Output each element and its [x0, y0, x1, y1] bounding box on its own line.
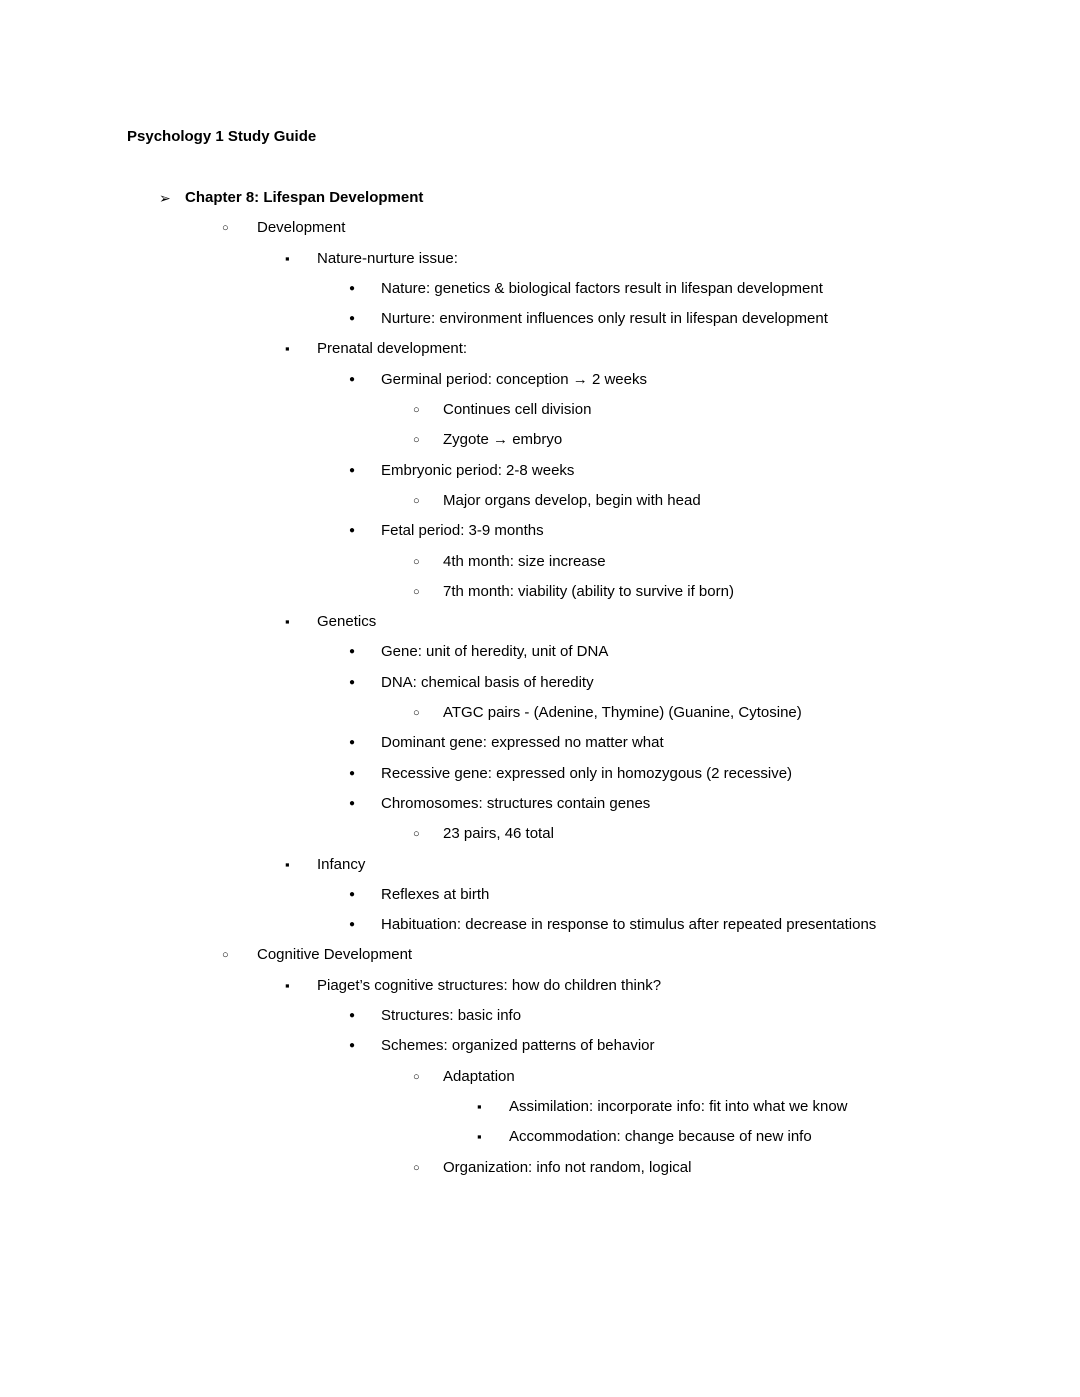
- list-item: [0, 547, 1080, 577]
- list-item-text: Infancy: [317, 855, 366, 873]
- disc-bullet-icon: ●: [349, 282, 356, 294]
- circle-bullet-icon: ○: [413, 1070, 420, 1083]
- list-item-text: Nature: genetics & biological factors result in lifespan development: [381, 279, 823, 297]
- list-item-text: 23 pairs, 46 total: [443, 825, 554, 843]
- disc-bullet-icon: ●: [349, 1040, 356, 1052]
- list-item-text: Development: [257, 219, 346, 237]
- list-item: [0, 425, 1080, 455]
- list-item: [0, 1122, 1080, 1152]
- list-item: [0, 759, 1080, 789]
- list-item: [0, 637, 1080, 667]
- disc-bullet-icon: ●: [349, 676, 356, 688]
- list-item: [0, 789, 1080, 819]
- disc-bullet-icon: ●: [349, 888, 356, 900]
- list-item-text: 7th month: viability (ability to survive if born): [443, 582, 734, 600]
- list-item: [0, 1031, 1080, 1061]
- list-item-text: Continues cell division: [443, 401, 592, 419]
- list-item-text: 4th month: size increase: [443, 552, 606, 570]
- list-item: [0, 607, 1080, 637]
- square-bullet-icon: ▪: [477, 1129, 482, 1145]
- list-item: [0, 183, 1080, 213]
- list-item-text: Schemes: organized patterns of behavior: [381, 1037, 655, 1055]
- list-item-text: Chapter 8: Lifespan Development: [185, 189, 424, 206]
- list-item: [0, 456, 1080, 486]
- circle-bullet-icon: ○: [413, 404, 420, 417]
- list-item-text: Prenatal development:: [317, 340, 468, 358]
- list-item-text: Recessive gene: expressed only in homozygous (2 recessive): [381, 764, 793, 782]
- list-item: [0, 213, 1080, 243]
- list-item: [0, 910, 1080, 940]
- circle-bullet-icon: ○: [413, 434, 420, 447]
- list-item-text: Nurture: environment influences only result in lifespan development: [381, 310, 828, 328]
- square-bullet-icon: ▪: [285, 856, 290, 872]
- arrow-bullet-icon: ➢: [159, 190, 171, 206]
- list-item: [0, 1092, 1080, 1122]
- list-item-text: DNA: chemical basis of heredity: [381, 673, 594, 691]
- list-item-text: Structures: basic info: [381, 1007, 522, 1025]
- list-item: [0, 304, 1080, 334]
- list-item-text: Adaptation: [443, 1067, 515, 1085]
- circle-bullet-icon: ○: [413, 555, 420, 568]
- circle-bullet-icon: ○: [413, 707, 420, 720]
- square-bullet-icon: ▪: [477, 1098, 482, 1114]
- list-item: [0, 971, 1080, 1001]
- disc-bullet-icon: ●: [349, 313, 356, 325]
- document-title: Psychology 1 Study Guide: [127, 128, 317, 145]
- disc-bullet-icon: ●: [349, 646, 356, 658]
- list-item-text: Major organs develop, begin with head: [443, 491, 701, 509]
- list-item-text: Chromosomes: structures contain genes: [381, 794, 651, 812]
- circle-bullet-icon: ○: [222, 222, 229, 235]
- list-item-text: Assimilation: incorporate info: fit into what we know: [509, 1097, 848, 1115]
- list-item: [0, 698, 1080, 728]
- list-item: [0, 850, 1080, 880]
- circle-bullet-icon: ○: [222, 949, 229, 962]
- disc-bullet-icon: ●: [349, 767, 356, 779]
- square-bullet-icon: ▪: [285, 977, 290, 993]
- square-bullet-icon: ▪: [285, 341, 290, 357]
- outline-list: [0, 183, 1080, 1183]
- list-item: [0, 486, 1080, 516]
- list-item-text: Fetal period: 3-9 months: [381, 522, 544, 540]
- circle-bullet-icon: ○: [413, 828, 420, 841]
- square-bullet-icon: ▪: [285, 250, 290, 266]
- list-item: [0, 1001, 1080, 1031]
- list-item: [0, 577, 1080, 607]
- list-item: [0, 728, 1080, 758]
- list-item: [0, 1062, 1080, 1092]
- list-item: [0, 516, 1080, 546]
- list-item: [0, 395, 1080, 425]
- list-item-text: Organization: info not random, logical: [443, 1158, 692, 1176]
- list-item-text: Dominant gene: expressed no matter what: [381, 734, 664, 752]
- disc-bullet-icon: ●: [349, 1010, 356, 1022]
- list-item-text: Habituation: decrease in response to stimulus after repeated presentations: [381, 916, 877, 934]
- circle-bullet-icon: ○: [413, 585, 420, 598]
- list-item-text: Nature-nurture issue:: [317, 249, 458, 267]
- square-bullet-icon: ▪: [285, 614, 290, 630]
- list-item-text: Zygote → embryo: [443, 431, 563, 449]
- list-item-text: Piaget’s cognitive structures: how do children think?: [317, 976, 662, 994]
- list-item-text: Reflexes at birth: [381, 885, 490, 903]
- list-item: [0, 819, 1080, 849]
- list-item: [0, 940, 1080, 970]
- list-item-text: Genetics: [317, 613, 377, 631]
- list-item: [0, 274, 1080, 304]
- circle-bullet-icon: ○: [413, 1161, 420, 1174]
- disc-bullet-icon: ●: [349, 797, 356, 809]
- disc-bullet-icon: ●: [349, 919, 356, 931]
- list-item: [0, 668, 1080, 698]
- disc-bullet-icon: ●: [349, 464, 356, 476]
- list-item: [0, 244, 1080, 274]
- disc-bullet-icon: ●: [349, 737, 356, 749]
- list-item-text: Embryonic period: 2-8 weeks: [381, 461, 575, 479]
- list-item: [0, 334, 1080, 364]
- circle-bullet-icon: ○: [413, 494, 420, 507]
- disc-bullet-icon: ●: [349, 525, 356, 537]
- list-item-text: Germinal period: conception → 2 weeks: [381, 370, 647, 388]
- list-item-text: Cognitive Development: [257, 946, 413, 964]
- list-item-text: Gene: unit of heredity, unit of DNA: [381, 643, 609, 661]
- disc-bullet-icon: ●: [349, 373, 356, 385]
- list-item: [0, 365, 1080, 395]
- list-item-text: Accommodation: change because of new info: [509, 1128, 812, 1146]
- list-item: [0, 1153, 1080, 1183]
- list-item-text: ATGC pairs - (Adenine, Thymine) (Guanine, Cytosine): [443, 704, 802, 722]
- list-item: [0, 880, 1080, 910]
